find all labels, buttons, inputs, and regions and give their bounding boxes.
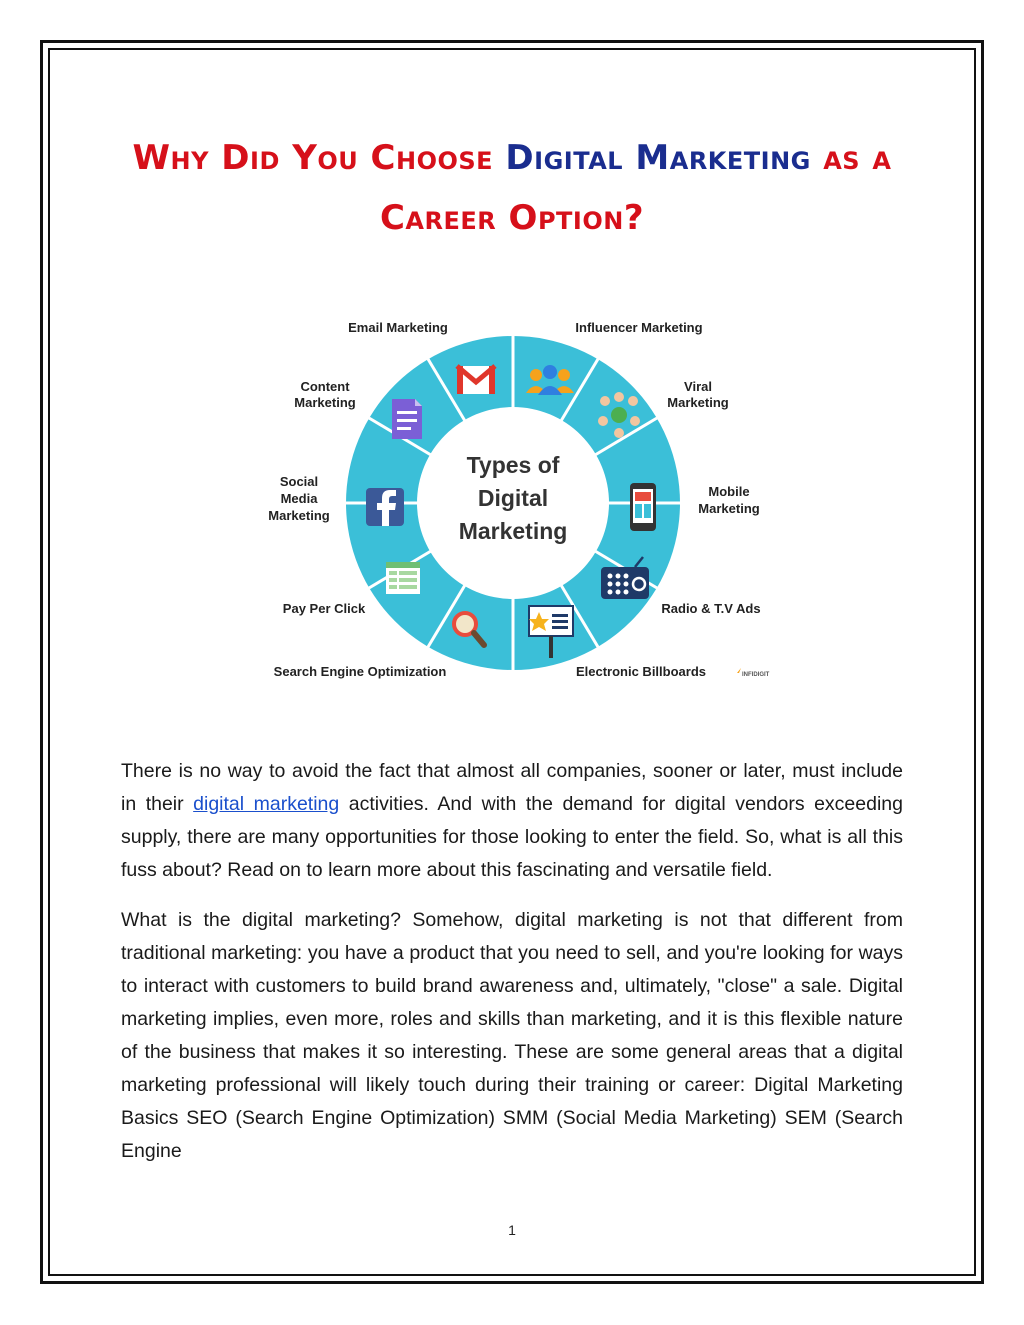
label-viral-2: Marketing (667, 395, 729, 410)
facebook-icon (366, 488, 404, 526)
label-electronic-billboards: Electronic Billboards (575, 664, 707, 679)
label-social-2: Media (280, 491, 318, 506)
gmail-icon (457, 366, 495, 394)
center-line2: Digital (477, 485, 549, 511)
label-viral-1: Viral (684, 379, 712, 394)
paragraph-1 (121, 755, 903, 887)
document-icon (392, 399, 422, 439)
title-part2: as a Career Option? (379, 138, 892, 238)
label-influencer-marketing: Influencer Marketing (575, 320, 703, 335)
label-content-2: Marketing (294, 395, 356, 410)
title-highlight: Digital Marketing (505, 138, 811, 178)
label-pay-per-click: Pay Per Click (282, 601, 366, 616)
label-social-1: Social (279, 474, 319, 489)
label-social-3: Marketing (268, 508, 330, 523)
digital-marketing-link[interactable]: digital marketing (193, 793, 340, 815)
infidigit-logo (737, 668, 770, 678)
label-email-marketing: Email Marketing (348, 320, 448, 335)
label-mobile-2: Marketing (698, 501, 760, 516)
body-text (121, 755, 903, 1185)
label-content-1: Content (300, 379, 350, 394)
types-of-digital-marketing-diagram (250, 305, 780, 695)
mobile-phone-icon (630, 483, 656, 531)
label-radio-tv-ads: Radio & T.V Ads (661, 601, 761, 616)
paragraph-2: What is the digital marketing? Somehow, digital marketing is not that different from traditional marketing: you have a product that you need to sell, and you're looking for ways to interact with customers to build brand awareness and, ultimately, "close" a sale. Digital marketing implies, even more, roles and skills than marketing, and it is this flexible nature of the business that makes it so interesting. These are some general areas that a digital marketing professional will likely touch during their training or career: Digital Marketing Basics SEO (Search Engine Optimization) SMM (Social Media Marketing) SEM (Search Engine (121, 909, 903, 1162)
page-title (100, 128, 924, 248)
center-line3: Marketing (458, 518, 568, 544)
spreadsheet-icon (386, 562, 420, 594)
center-line1: Types of (466, 452, 560, 478)
paragraph-1-text-b: activities. And with the demand for digital vendors exceeding supply, there are many opportunities for those looking to enter the field. So, what is all this fuss about? Read on to learn more about this fascinating and versatile field. (121, 793, 903, 881)
page-number: 1 (508, 1222, 516, 1238)
logo-text: INFIDIGIT (742, 672, 770, 678)
label-seo: Search Engine Optimization (273, 664, 447, 679)
label-mobile-1: Mobile (708, 484, 750, 499)
title-part1: Why Did You Choose (132, 138, 506, 178)
paragraph-1-text-a: There is no way to avoid the fact that almost all companies, sooner or later, must include in their (121, 760, 903, 815)
